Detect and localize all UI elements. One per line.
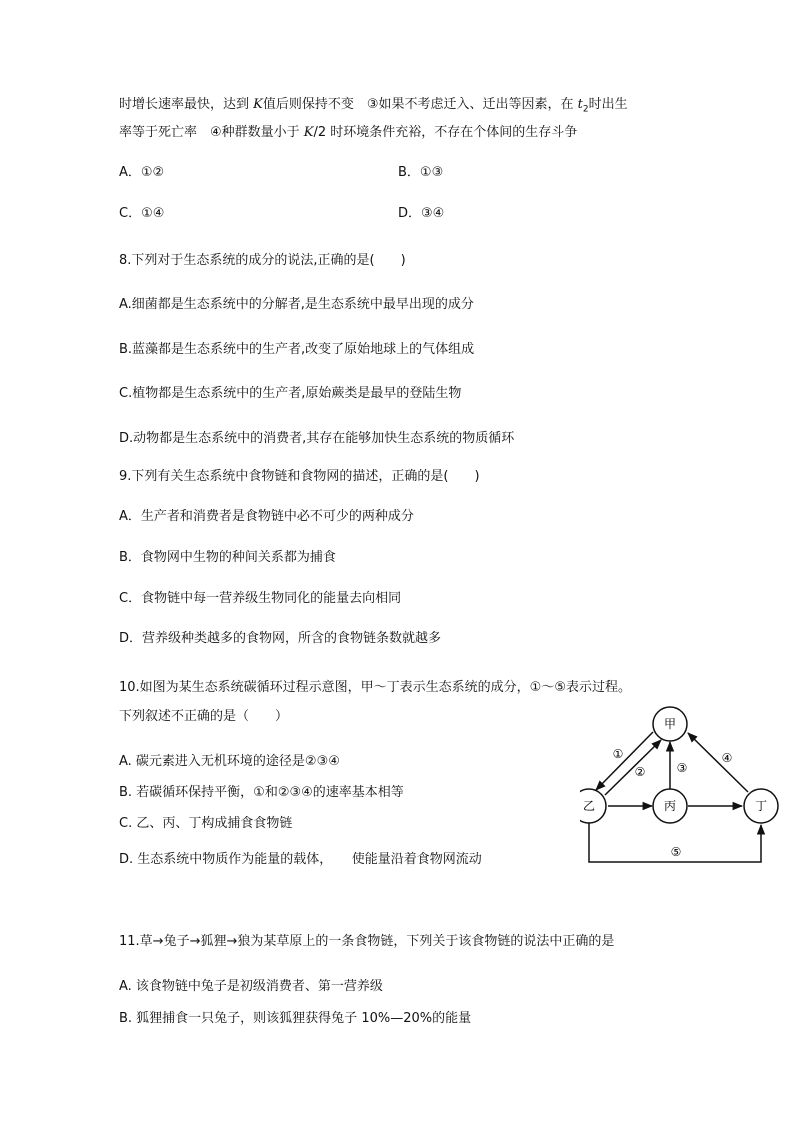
q10-stem-line2: 下列叙述不正确的是（ ）: [119, 709, 289, 724]
process-label-2: ②: [634, 765, 646, 779]
q9-option-a[interactable]: A．生产者和消费者是食物链中必不可少的两种成分: [119, 509, 414, 524]
arrow-4-ding-to-jia: [688, 733, 748, 792]
carbon-cycle-diagram: [580, 700, 780, 870]
q8-stem: 8.下列对于生态系统的成分的说法,正确的是( ): [119, 253, 406, 268]
q7-option-c[interactable]: C．①④: [119, 206, 165, 221]
q10-option-a[interactable]: A. 碳元素进入无机环境的途径是②③④: [119, 754, 340, 769]
q10-stem-line1: 10.如图为某生态系统碳循环过程示意图，甲～丁表示生态系统的成分，①～⑤表示过程。: [119, 680, 631, 695]
q11-option-a[interactable]: A. 该食物链中兔子是初级消费者、第一营养级: [119, 979, 383, 994]
q8-option-d[interactable]: D.动物都是生态系统中的消费者,其存在能够加快生态系统的物质循环: [119, 431, 515, 446]
q8-option-c[interactable]: C.植物都是生态系统中的生产者,原始蕨类是最早的登陆生物: [119, 386, 462, 401]
q9-option-d[interactable]: D．营养级种类越多的食物网，所含的食物链条数就越多: [119, 631, 442, 646]
process-label-4: ④: [721, 751, 733, 765]
q7-option-d[interactable]: D．③④: [398, 206, 445, 221]
q8-option-a[interactable]: A.细菌都是生态系统中的分解者,是生态系统中最早出现的成分: [119, 297, 474, 312]
q7-option-b[interactable]: B．①③: [398, 165, 444, 180]
q10-option-d[interactable]: D. 生态系统中物质作为能量的载体， 使能量沿着食物网流动: [119, 852, 482, 867]
q9-option-c[interactable]: C．食物链中每一营养级生物同化的能量去向相同: [119, 591, 402, 606]
node-jia-label: 甲: [663, 717, 677, 731]
q9-stem: 9.下列有关生态系统中食物链和食物网的描述，正确的是( ): [119, 469, 480, 484]
process-label-5: ⑤: [670, 845, 682, 859]
q11-option-b[interactable]: B. 狐狸捕食一只兔子，则该狐狸获得兔子 10%—20%的能量: [119, 1011, 472, 1026]
q7-option-a[interactable]: A．①②: [119, 165, 165, 180]
arrow-1-jia-to-yi: [596, 732, 653, 790]
node-yi-label: 乙: [582, 799, 596, 813]
q7-text-line1: 时增长速率最快，达到 K值后则保持不变 ③如果不考虑迁入、迁出等因素，在 $t_2$时出生: [119, 97, 628, 115]
q7-text-line2: 率等于死亡率 ④种群数量小于 K/2 时环境条件充裕，不存在个体间的生存斗争: [119, 125, 578, 140]
process-label-3: ③: [676, 761, 688, 775]
q8-option-b[interactable]: B.蓝藻都是生态系统中的生产者,改变了原始地球上的气体组成: [119, 342, 475, 357]
node-ding-label: 丁: [754, 799, 768, 813]
q10-option-c[interactable]: C. 乙、丙、丁构成捕食食物链: [119, 816, 293, 831]
q11-stem: 11.草→兔子→狐狸→狼为某草原上的一条食物链，下列关于该食物链的说法中正确的是: [119, 934, 615, 949]
q9-option-b[interactable]: B．食物网中生物的种间关系都为捕食: [119, 550, 336, 565]
node-bing-label: 丙: [663, 799, 677, 813]
process-label-1: ①: [612, 747, 624, 761]
q10-option-b[interactable]: B. 若碳循环保持平衡，①和②③④的速率基本相等: [119, 785, 404, 800]
